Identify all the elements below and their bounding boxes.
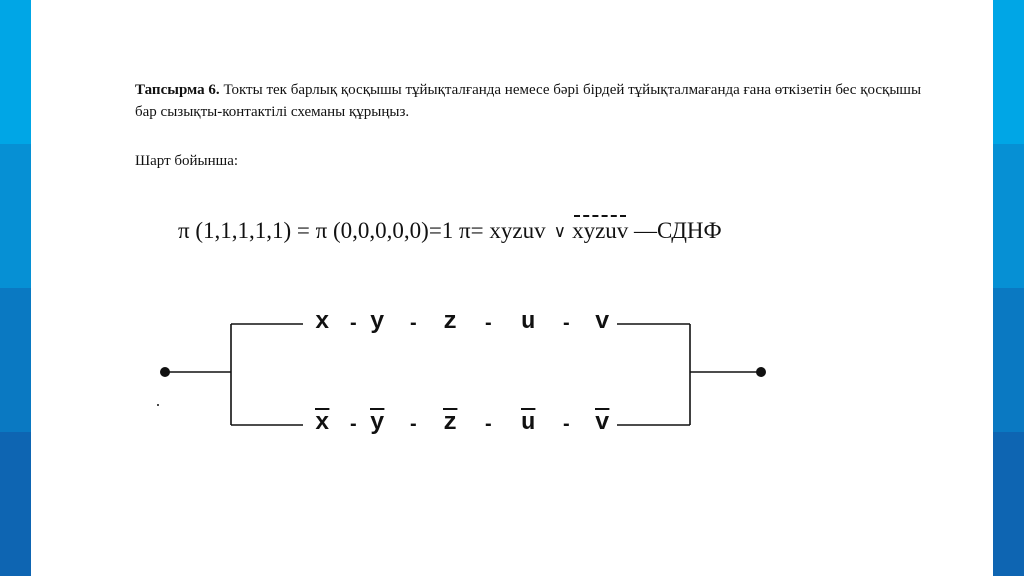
formula [178, 214, 722, 250]
left-accent-stripe [0, 0, 31, 576]
stray-dot [157, 404, 159, 406]
separator: - [563, 312, 570, 334]
contact-not-v: $\overline{v}$ [595, 410, 610, 437]
formula-negated-term: xyzuv [572, 214, 628, 248]
task-label: Тапсырма 6. [135, 82, 220, 98]
right-accent-stripe [993, 0, 1024, 576]
contact-v: v [595, 309, 610, 336]
separator: - [350, 413, 357, 435]
condition-text: Шарт бойынша: [135, 153, 239, 169]
contact-not-y: $\overline{y}$ [370, 410, 385, 437]
separator: - [410, 413, 417, 435]
contact-z: z [443, 309, 458, 336]
or-sign: ∨ [553, 222, 567, 241]
task-statement [135, 79, 925, 123]
contact-u: u [521, 309, 536, 336]
contact-x: x [315, 309, 330, 336]
contact-not-u: $\overline{u}$ [521, 410, 536, 437]
formula-suffix: —СДНФ [628, 218, 722, 243]
separator: - [563, 413, 570, 435]
separator: - [410, 312, 417, 334]
contact-not-z: $\overline{z}$ [443, 410, 458, 437]
output-terminal [756, 367, 766, 377]
contact-y: y [370, 309, 385, 336]
separator: - [485, 413, 492, 435]
separator: - [485, 312, 492, 334]
task-text: Токты тек барлық қосқышы тұйықталғанда немесе бәрі бірдей тұйықталмағанда ғана өткізетін бес қосқышы бар сызықты-контактілі схеманы құрыңыз. [135, 82, 922, 120]
formula-main: π (1,1,1,1,1) = π (0,0,0,0,0)=1 π= xyzuv [178, 218, 546, 243]
contact-not-x: $\overline{x}$ [315, 410, 330, 437]
circuit-wires [155, 305, 770, 445]
separator: - [350, 312, 357, 334]
contact-circuit-diagram [155, 305, 770, 445]
